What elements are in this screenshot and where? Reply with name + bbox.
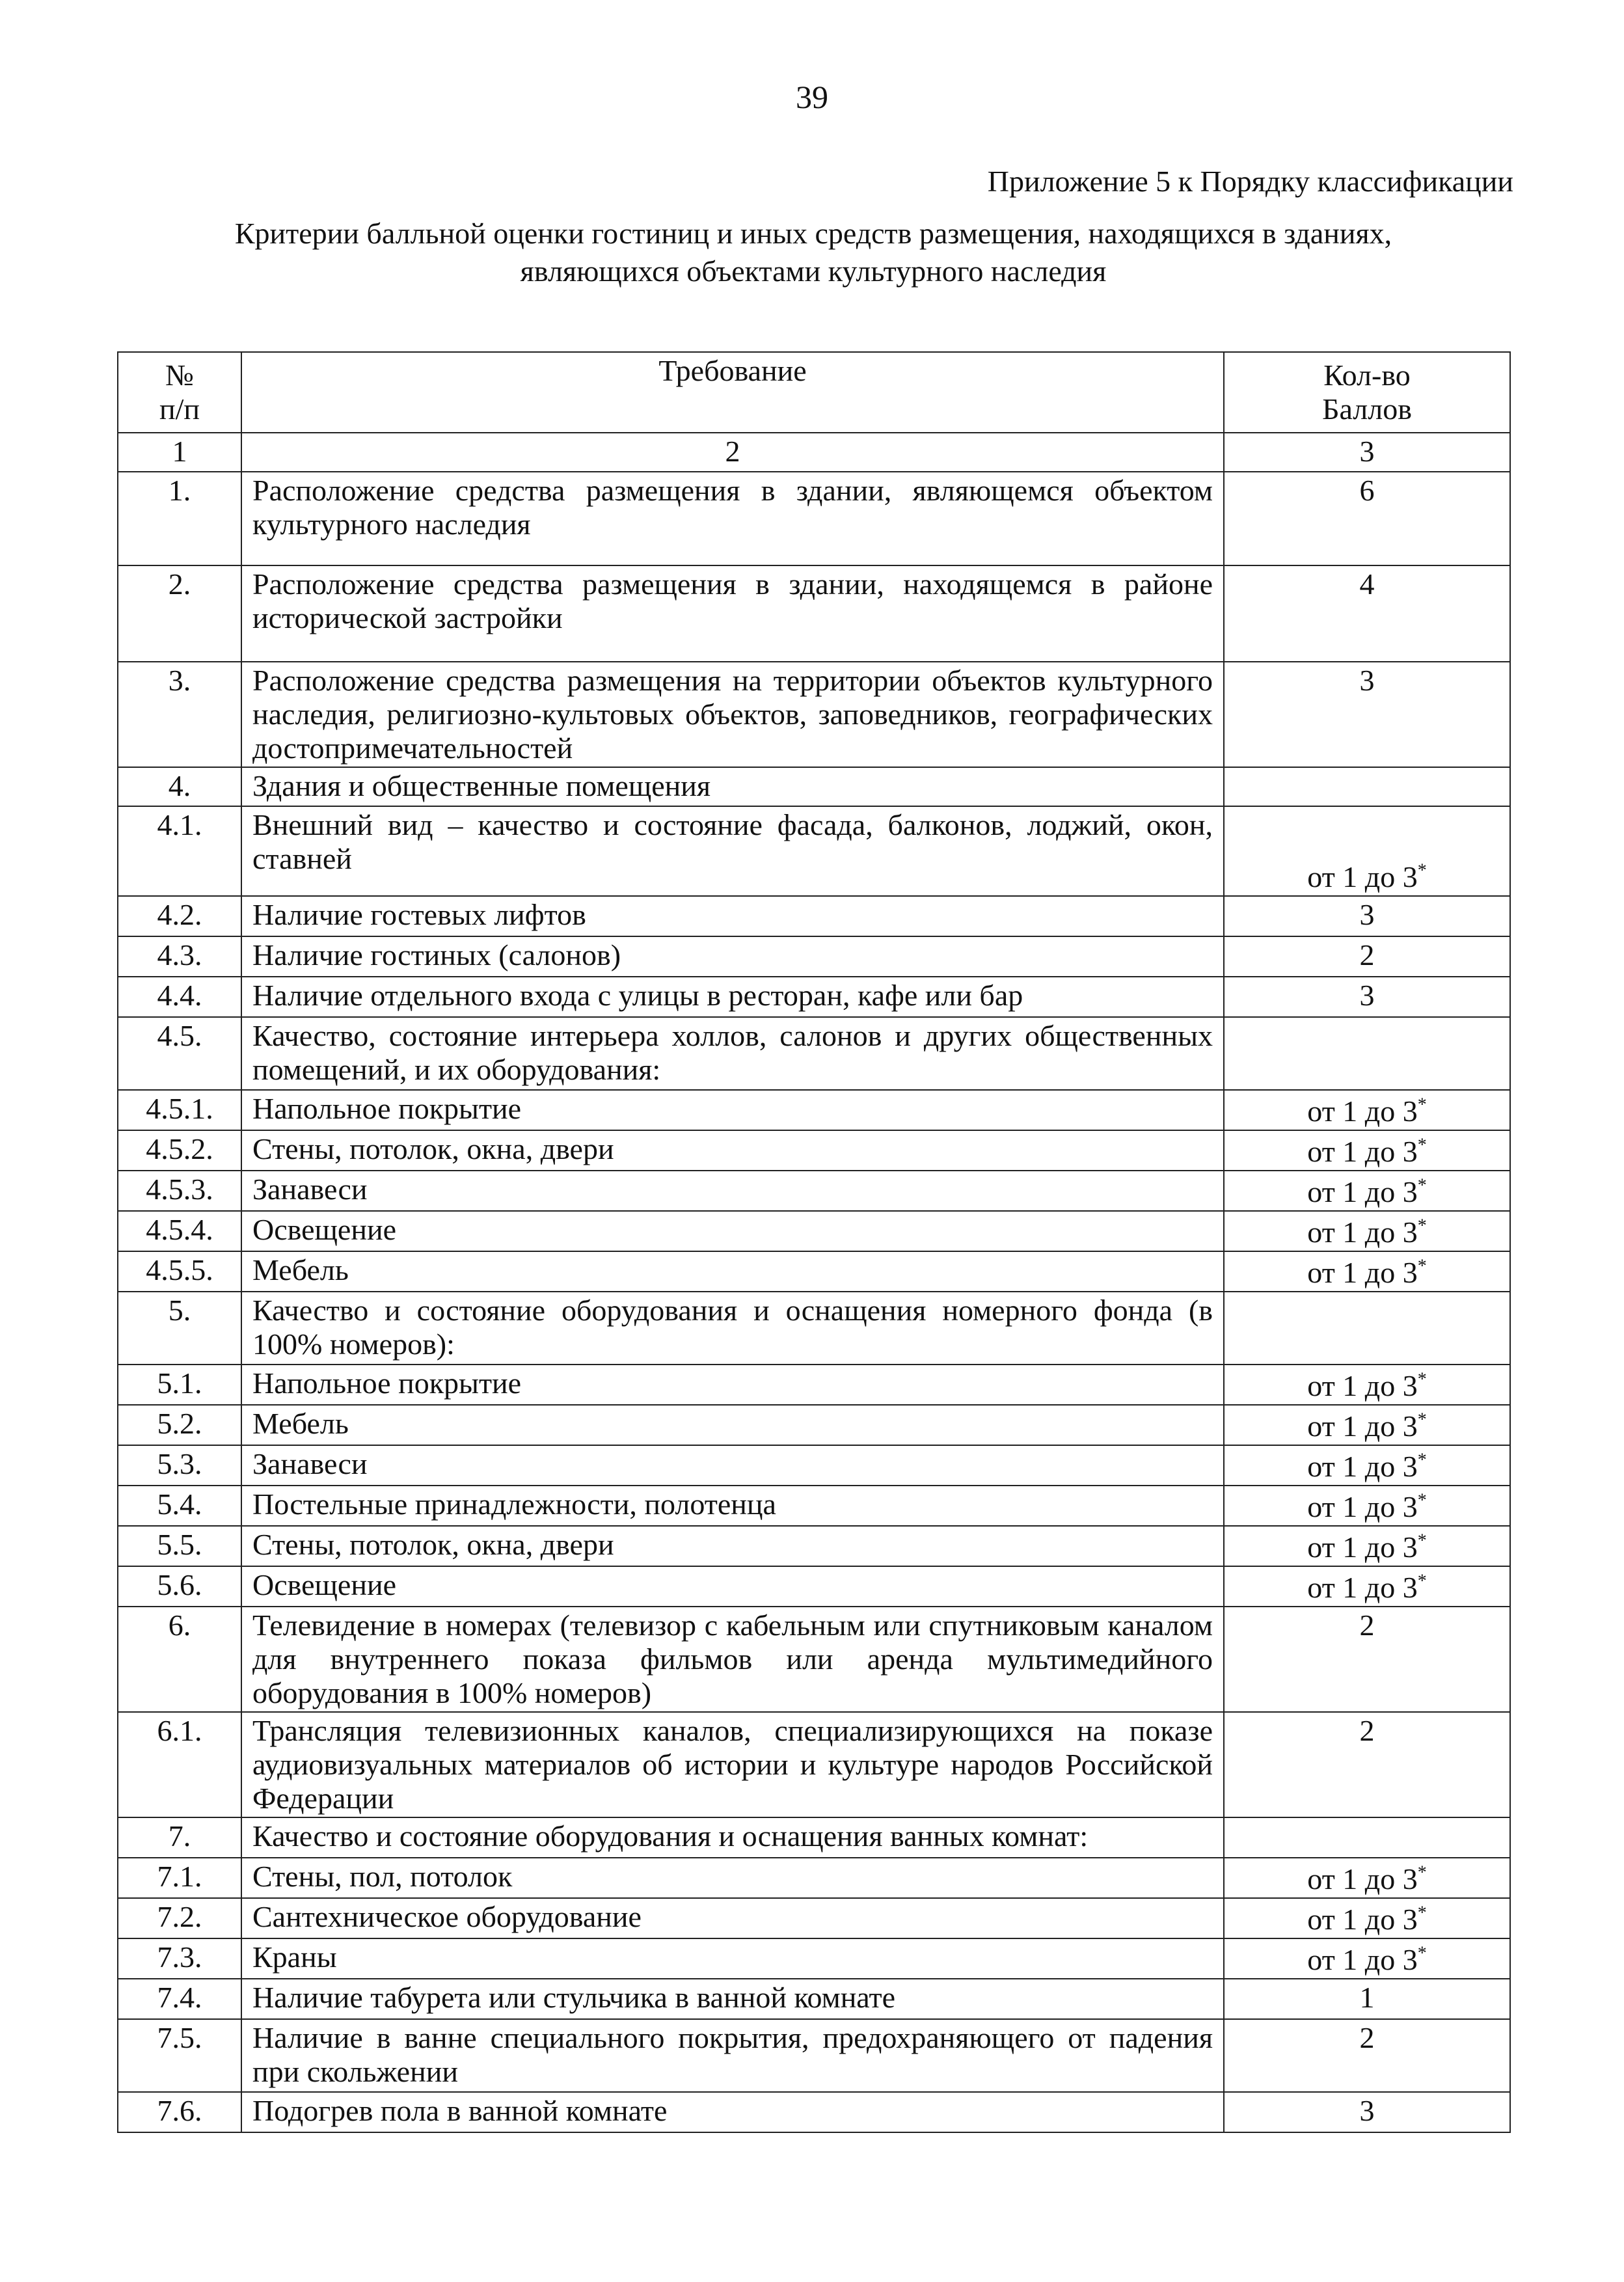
table-row bbox=[118, 2092, 1510, 2132]
points-range: от 1 до 3 bbox=[1307, 860, 1418, 893]
row-requirement: Качество, состояние интерьера холлов, салонов и других общественных помещений, и их оборудования: bbox=[241, 1017, 1224, 1090]
table-row bbox=[118, 1365, 1510, 1405]
row-number: 5.5. bbox=[118, 1526, 241, 1566]
row-number: 4.5.4. bbox=[118, 1211, 241, 1251]
row-points bbox=[1224, 1090, 1510, 1130]
document-title bbox=[130, 215, 1496, 290]
points-range: от 1 до 3 bbox=[1307, 1409, 1418, 1443]
row-number: 4. bbox=[118, 767, 241, 806]
row-points bbox=[1224, 1526, 1510, 1566]
row-requirement: Наличие отдельного входа с улицы в ресторан, кафе или бар bbox=[241, 977, 1224, 1017]
header-points bbox=[1224, 352, 1510, 433]
title-line-1: Критерии балльной оценки гостиниц и иных средств размещения, находящихся в зданиях, bbox=[234, 217, 1392, 250]
footnote-asterisk: * bbox=[1417, 1256, 1427, 1277]
points-range: от 1 до 3 bbox=[1307, 1256, 1418, 1289]
row-number: 5.1. bbox=[118, 1365, 241, 1405]
page-number: 39 bbox=[796, 79, 828, 115]
points-range: от 1 до 3 bbox=[1307, 1135, 1418, 1168]
table-row bbox=[118, 896, 1510, 936]
footnote-asterisk: * bbox=[1417, 1530, 1427, 1551]
row-requirement: Стены, потолок, окна, двери bbox=[241, 1526, 1224, 1566]
row-requirement: Наличие гостиных (салонов) bbox=[241, 936, 1224, 977]
column-index-row bbox=[118, 433, 1510, 472]
points-range: от 1 до 3 bbox=[1307, 1369, 1418, 1402]
row-points: 2 bbox=[1224, 1712, 1510, 1817]
footnote-asterisk: * bbox=[1417, 1903, 1427, 1923]
row-number: 1. bbox=[118, 472, 241, 565]
row-points bbox=[1224, 1365, 1510, 1405]
row-number: 5.4. bbox=[118, 1486, 241, 1526]
points-range: от 1 до 3 bbox=[1307, 1175, 1418, 1208]
table-row bbox=[118, 662, 1510, 767]
points-range: от 1 до 3 bbox=[1307, 1943, 1418, 1976]
points-range: от 1 до 3 bbox=[1307, 1490, 1418, 1523]
header-points-line-1: Кол-во bbox=[1323, 359, 1411, 392]
row-points: 4 bbox=[1224, 565, 1510, 662]
row-points: 6 bbox=[1224, 472, 1510, 565]
footnote-asterisk: * bbox=[1417, 1216, 1427, 1236]
row-number: 5.2. bbox=[118, 1405, 241, 1445]
row-requirement: Расположение средства размещения в здании, находящемся в районе исторической застройки bbox=[241, 565, 1224, 662]
row-number: 4.5.1. bbox=[118, 1090, 241, 1130]
table-row bbox=[118, 1898, 1510, 1938]
table-row bbox=[118, 936, 1510, 977]
row-points: 1 bbox=[1224, 1979, 1510, 2019]
row-number: 4.5.2. bbox=[118, 1130, 241, 1171]
footnote-asterisk: * bbox=[1417, 1369, 1427, 1390]
row-requirement: Здания и общественные помещения bbox=[241, 767, 1224, 806]
row-requirement: Внешний вид – качество и состояние фасада, балконов, лоджий, окон, ставней bbox=[241, 806, 1224, 896]
row-requirement: Краны bbox=[241, 1938, 1224, 1979]
criteria-table bbox=[117, 351, 1511, 2133]
table-row bbox=[118, 1090, 1510, 1130]
column-index-1: 1 bbox=[118, 433, 241, 472]
row-points bbox=[1224, 1938, 1510, 1979]
row-points bbox=[1224, 1292, 1510, 1365]
row-number: 4.5.3. bbox=[118, 1171, 241, 1211]
table-row bbox=[118, 767, 1510, 806]
row-number: 4.5.5. bbox=[118, 1251, 241, 1292]
row-points: 2 bbox=[1224, 1607, 1510, 1712]
row-requirement: Освещение bbox=[241, 1211, 1224, 1251]
footnote-asterisk: * bbox=[1417, 1571, 1427, 1592]
row-points: 2 bbox=[1224, 2019, 1510, 2092]
table-row bbox=[118, 1607, 1510, 1712]
table-row bbox=[118, 977, 1510, 1017]
table-row bbox=[118, 472, 1510, 565]
footnote-asterisk: * bbox=[1417, 1135, 1427, 1156]
row-requirement: Расположение средства размещения в здании, являющемся объектом культурного наследия bbox=[241, 472, 1224, 565]
header-requirement: Требование bbox=[241, 352, 1224, 433]
row-number: 4.2. bbox=[118, 896, 241, 936]
row-requirement: Качество и состояние оборудования и оснащения номерного фонда (в 100% номеров): bbox=[241, 1292, 1224, 1365]
row-points bbox=[1224, 767, 1510, 806]
row-number: 4.3. bbox=[118, 936, 241, 977]
table-row bbox=[118, 565, 1510, 662]
row-points bbox=[1224, 1171, 1510, 1211]
title-line-2: являющихся объектами культурного наследия bbox=[520, 254, 1107, 288]
footnote-asterisk: * bbox=[1417, 1175, 1427, 1196]
criteria-table-body bbox=[118, 352, 1510, 2132]
row-points bbox=[1224, 1211, 1510, 1251]
row-number: 5.6. bbox=[118, 1566, 241, 1607]
row-points bbox=[1224, 1130, 1510, 1171]
table-row bbox=[118, 1251, 1510, 1292]
table-row bbox=[118, 1130, 1510, 1171]
row-number: 7.3. bbox=[118, 1938, 241, 1979]
table-row bbox=[118, 1171, 1510, 1211]
row-number: 4.4. bbox=[118, 977, 241, 1017]
table-row bbox=[118, 806, 1510, 896]
row-points bbox=[1224, 1405, 1510, 1445]
row-requirement: Телевидение в номерах (телевизор с кабельным или спутниковым каналом для внутреннего показа фильмов или аренда мультимедийного оборудования в 100% номеров) bbox=[241, 1607, 1224, 1712]
table-row bbox=[118, 1486, 1510, 1526]
footnote-asterisk: * bbox=[1417, 1450, 1427, 1471]
footnote-asterisk: * bbox=[1417, 1409, 1427, 1430]
row-requirement: Наличие в ванне специального покрытия, предохраняющего от падения при скольжении bbox=[241, 2019, 1224, 2092]
row-requirement: Подогрев пола в ванной комнате bbox=[241, 2092, 1224, 2132]
table-row bbox=[118, 1211, 1510, 1251]
row-requirement: Наличие гостевых лифтов bbox=[241, 896, 1224, 936]
row-requirement: Постельные принадлежности, полотенца bbox=[241, 1486, 1224, 1526]
row-number: 7.2. bbox=[118, 1898, 241, 1938]
table-row bbox=[118, 2019, 1510, 2092]
row-requirement: Напольное покрытие bbox=[241, 1090, 1224, 1130]
row-number: 7.6. bbox=[118, 2092, 241, 2132]
table-row bbox=[118, 1858, 1510, 1898]
header-points-line-2: Баллов bbox=[1322, 392, 1412, 426]
header-number bbox=[118, 352, 241, 433]
table-row bbox=[118, 1938, 1510, 1979]
row-number: 3. bbox=[118, 662, 241, 767]
footnote-asterisk: * bbox=[1417, 1943, 1427, 1964]
points-range: от 1 до 3 bbox=[1307, 1903, 1418, 1936]
row-number: 7. bbox=[118, 1817, 241, 1858]
row-requirement: Расположение средства размещения на территории объектов культурного наследия, религиозно-культовых объектов, заповедников, географических достопримечательностей bbox=[241, 662, 1224, 767]
points-range: от 1 до 3 bbox=[1307, 1571, 1418, 1604]
row-points: 3 bbox=[1224, 2092, 1510, 2132]
row-requirement: Трансляция телевизионных каналов, специализирующихся на показе аудиовизуальных материалов об истории и культуре народов Российской Федерации bbox=[241, 1712, 1224, 1817]
column-index-2: 2 bbox=[241, 433, 1224, 472]
row-number: 4.5. bbox=[118, 1017, 241, 1090]
row-points: 3 bbox=[1224, 896, 1510, 936]
table-row bbox=[118, 1292, 1510, 1365]
row-points bbox=[1224, 1817, 1510, 1858]
row-points bbox=[1224, 1858, 1510, 1898]
row-points bbox=[1224, 1898, 1510, 1938]
row-points bbox=[1224, 1017, 1510, 1090]
row-requirement: Стены, пол, потолок bbox=[241, 1858, 1224, 1898]
table-row bbox=[118, 1017, 1510, 1090]
row-number: 5.3. bbox=[118, 1445, 241, 1486]
row-requirement: Занавеси bbox=[241, 1171, 1224, 1211]
header-row bbox=[118, 352, 1510, 433]
row-requirement: Мебель bbox=[241, 1405, 1224, 1445]
row-number: 6. bbox=[118, 1607, 241, 1712]
row-requirement: Напольное покрытие bbox=[241, 1365, 1224, 1405]
points-range: от 1 до 3 bbox=[1307, 1450, 1418, 1483]
row-points bbox=[1224, 1566, 1510, 1607]
row-points: 3 bbox=[1224, 662, 1510, 767]
appendix-reference: Приложение 5 к Порядку классификации bbox=[987, 165, 1513, 198]
column-index-3: 3 bbox=[1224, 433, 1510, 472]
table-row bbox=[118, 1712, 1510, 1817]
row-number: 5. bbox=[118, 1292, 241, 1365]
row-number: 7.5. bbox=[118, 2019, 241, 2092]
row-number: 7.1. bbox=[118, 1858, 241, 1898]
points-range: от 1 до 3 bbox=[1307, 1862, 1418, 1895]
table-row bbox=[118, 1979, 1510, 2019]
header-number-line-2: п/п bbox=[159, 392, 200, 426]
table-row bbox=[118, 1405, 1510, 1445]
row-requirement: Освещение bbox=[241, 1566, 1224, 1607]
row-points bbox=[1224, 806, 1510, 896]
row-points bbox=[1224, 1251, 1510, 1292]
row-number: 6.1. bbox=[118, 1712, 241, 1817]
row-number: 2. bbox=[118, 565, 241, 662]
table-row bbox=[118, 1566, 1510, 1607]
row-requirement: Занавеси bbox=[241, 1445, 1224, 1486]
row-requirement: Наличие табурета или стульчика в ванной комнате bbox=[241, 1979, 1224, 2019]
table-row bbox=[118, 1817, 1510, 1858]
row-points: 2 bbox=[1224, 936, 1510, 977]
row-requirement: Мебель bbox=[241, 1251, 1224, 1292]
table-row bbox=[118, 1445, 1510, 1486]
row-points bbox=[1224, 1486, 1510, 1526]
row-number: 4.1. bbox=[118, 806, 241, 896]
row-requirement: Качество и состояние оборудования и оснащения ванных комнат: bbox=[241, 1817, 1224, 1858]
row-requirement: Стены, потолок, окна, двери bbox=[241, 1130, 1224, 1171]
footnote-asterisk: * bbox=[1417, 1094, 1427, 1115]
table-row bbox=[118, 1526, 1510, 1566]
points-range: от 1 до 3 bbox=[1307, 1216, 1418, 1249]
footnote-asterisk: * bbox=[1417, 860, 1427, 881]
row-points: 3 bbox=[1224, 977, 1510, 1017]
row-points bbox=[1224, 1445, 1510, 1486]
footnote-asterisk: * bbox=[1417, 1490, 1427, 1511]
row-number: 7.4. bbox=[118, 1979, 241, 2019]
row-requirement: Сантехническое оборудование bbox=[241, 1898, 1224, 1938]
header-number-line-1: № bbox=[165, 359, 194, 392]
points-range: от 1 до 3 bbox=[1307, 1530, 1418, 1564]
footnote-asterisk: * bbox=[1417, 1862, 1427, 1883]
points-range: от 1 до 3 bbox=[1307, 1094, 1418, 1128]
